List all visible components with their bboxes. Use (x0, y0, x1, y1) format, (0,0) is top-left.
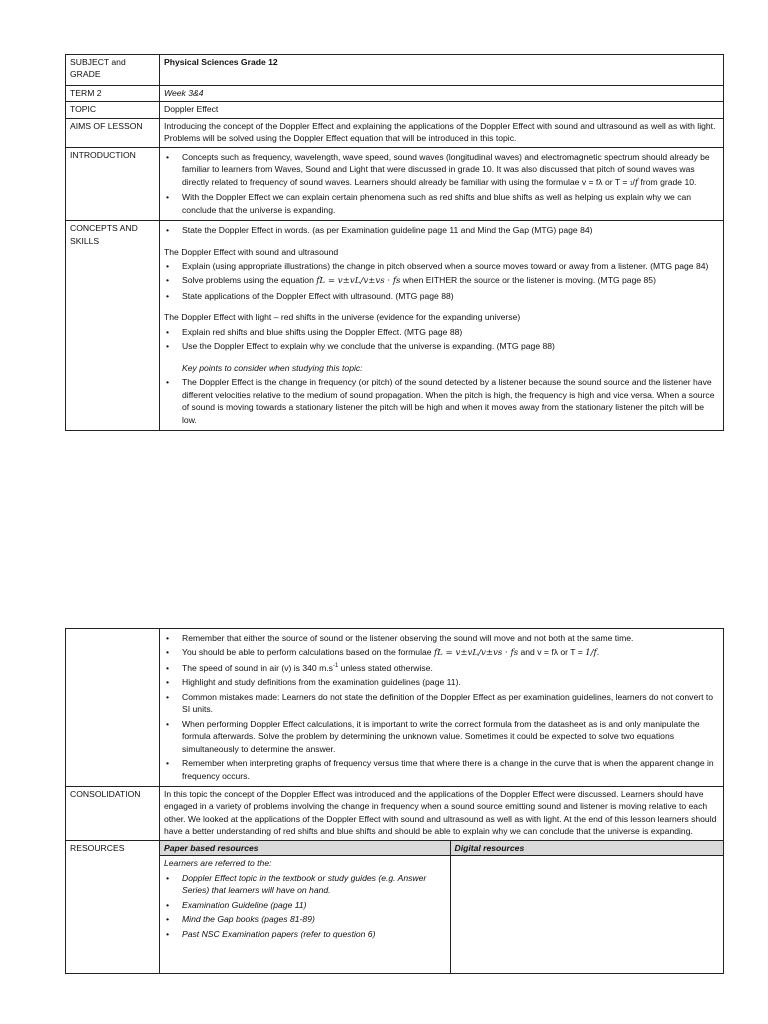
paper-item-4: • Past NSC Examination papers (refer to question 6) (164, 928, 446, 940)
concepts-bullet-3-pre: Solve problems using the equation (182, 275, 317, 286)
intro-bullet-1-tail: from grade 10. (638, 176, 697, 187)
p2-bullet-2-mid: and v = fλ or T = (518, 647, 586, 658)
period-fraction: 1/f (585, 648, 597, 659)
subject-value: Physical Sciences Grade 12 (160, 55, 724, 86)
consolidation-label: CONSOLIDATION (66, 786, 160, 840)
concepts-bullet-7: • The Doppler Effect is the change in frequency (or pitch) of the sound detected by a listener because the sound source and the listener have different velocities relative to the medium of sound propagation. When the pitch is high, the frequency is high and vice versa. When a source of sound is moving towards a stationary listener the pitch will be high and when it moves away from the stationary listener the pitch will be low. (164, 376, 719, 426)
concepts-bullet-3 (164, 274, 719, 287)
concepts-bullet-3-post: when EITHER the source or the listener is moving. (MTG page 85) (400, 275, 656, 286)
digital-resources-list (450, 856, 723, 973)
paper-resources-heading: Paper based resources (160, 841, 450, 856)
paper-resources-list (160, 856, 450, 973)
introduction-label: INTRODUCTION (66, 147, 160, 220)
consolidation-value: In this topic the concept of the Doppler Effect was introduced and the applications of the Doppler Effect were discussed. Learners should have engaged in a variety of problems involving the change in frequency when a sound source emitting sound and listener is moving relative to each other. We looked at the applications of the Doppler Effect with sound and ultrasound as well as with light. At the end of this lesson learners should have a better understanding of red shifts and blue shifts and should be able to explain why we can conclude that the universe is expanding. (160, 786, 724, 840)
key-points-heading: Key points to consider when studying this topic: (182, 362, 363, 373)
continuation-content (160, 629, 724, 787)
p2-bullet-5: • Common mistakes made: Learners do not state the definition of the Doppler Effect as per examination guidelines, learners do not convert to SI units. (164, 691, 719, 716)
p2-bullet-2-pre: You should be able to perform calculations based on the formulae (182, 647, 434, 658)
lesson-plan-table-page1 (65, 54, 724, 431)
subject-label: SUBJECT and GRADE (66, 55, 160, 86)
concepts-bullet-1: • State the Doppler Effect in words. (as per Examination guideline page 11 and Mind the Gap (MTG) page 84) (164, 224, 719, 236)
sound-heading: The Doppler Effect with sound and ultrasound (164, 246, 339, 257)
intro-bullet-1-text: Concepts such as frequency, wavelength, wave speed, sound waves (longitudinal waves) and electromagnetic spectrum should already be familiar to learners from Waves, Sound and Light that were discussed in grade 10. It was also discussed that pitch of sound waves was directly related to frequency of sound waves. Learners should already be familiar with using the formulae v = fλ or T = (182, 151, 710, 187)
paper-item-2: • Examination Guideline (page 11) (164, 899, 446, 911)
p2-bullet-3-post: unless stated otherwise. (338, 662, 433, 673)
concepts-bullet-2: • Explain (using appropriate illustrations) the change in pitch observed when a source moves toward or away from a listener. (MTG page 84) (164, 260, 719, 272)
intro-bullet-1: • Concepts such as frequency, wavelength, wave speed, sound waves (longitudinal waves) and electromagnetic spectrum should already be familiar to learners from Waves, Sound and Light that were discussed in grade 10. It was also discussed that pitch of sound waves was directly related to frequency of sound waves. Learners should already be familiar with using the formulae v = fλ or T = 1/f from grade 10. (164, 151, 719, 189)
concepts-bullet-5: • Explain red shifts and blue shifts using the Doppler Effect. (MTG page 88) (164, 326, 719, 338)
introduction-content (160, 147, 724, 220)
doppler-equation-2: fL = v±vL/v±vs · fs (433, 648, 519, 659)
concepts-label: CONCEPTS AND SKILLS (66, 221, 160, 431)
resources-label: RESOURCES (66, 840, 160, 973)
concepts-content (160, 221, 724, 431)
p2-bullet-3 (164, 662, 719, 674)
intro-bullet-2: • With the Doppler Effect we can explain certain phenomena such as red shifts and blue shifts as well as helping us explain why we can conclude that the universe is expanding. (164, 191, 719, 216)
paper-item-1: • Doppler Effect topic in the textbook or study guides (e.g. Answer Series) that learners will have on hand. (164, 872, 446, 897)
light-heading: The Doppler Effect with light – red shifts in the universe (evidence for the expanding universe) (164, 312, 521, 323)
p2-bullet-7: • Remember when interpreting graphs of frequency versus time that where there is a change in the curve that is when the apparent change in frequency occurs. (164, 757, 719, 782)
concepts-bullet-6: • Use the Doppler Effect to explain why we conclude that the universe is expanding. (MTG page 88) (164, 340, 719, 352)
paper-intro: Learners are referred to the: (164, 858, 272, 869)
p2-bullet-2-end: . (596, 647, 600, 658)
topic-label: TOPIC (66, 102, 160, 118)
p2-bullet-6: • When performing Doppler Effect calculations, it is important to write the correct formula from the datasheet as is and only manipulate the formula afterwards. Solve the problem by determining the unknown value. Sometimes it could be expected to solve two equations simultaneously to determine the answer. (164, 718, 719, 755)
topic-value: Doppler Effect (160, 102, 724, 118)
term-label: TERM 2 (66, 86, 160, 102)
intro-fraction-numerator: 1 (629, 180, 633, 187)
p2-bullet-3-pre: The speed of sound in air (v) is 340 m.s (182, 662, 333, 673)
p2-bullet-2 (164, 646, 719, 659)
lesson-plan-table-page2 (65, 628, 724, 974)
term-value: Week 3&4 (160, 86, 724, 102)
continuation-label (66, 629, 160, 787)
intro-fraction-denominator: f (634, 177, 639, 188)
p2-bullet-4: • Highlight and study definitions from the examination guidelines (page 11). (164, 676, 719, 688)
paper-item-3: • Mind the Gap books (pages 81-89) (164, 913, 446, 925)
resources-subtable (160, 841, 723, 973)
concepts-bullet-4: • State applications of the Doppler Effect with ultrasound. (MTG page 88) (164, 290, 719, 302)
p2-bullet-1: • Remember that either the source of sound or the listener observing the sound will move and not both at the same time. (164, 632, 719, 644)
doppler-equation: fL = v±vL/v±vs · fs (316, 276, 401, 287)
aims-label: AIMS OF LESSON (66, 118, 160, 147)
digital-resources-heading: Digital resources (450, 841, 723, 856)
aims-value: Introducing the concept of the Doppler Effect and explaining the applications of the Doppler Effect with sound and ultrasound as well as with light. Problems will be solved using the Doppler Effect equation that will be introduced in this topic. (160, 118, 724, 147)
unit-superscript: -1 (332, 663, 339, 670)
resources-content (160, 840, 724, 973)
